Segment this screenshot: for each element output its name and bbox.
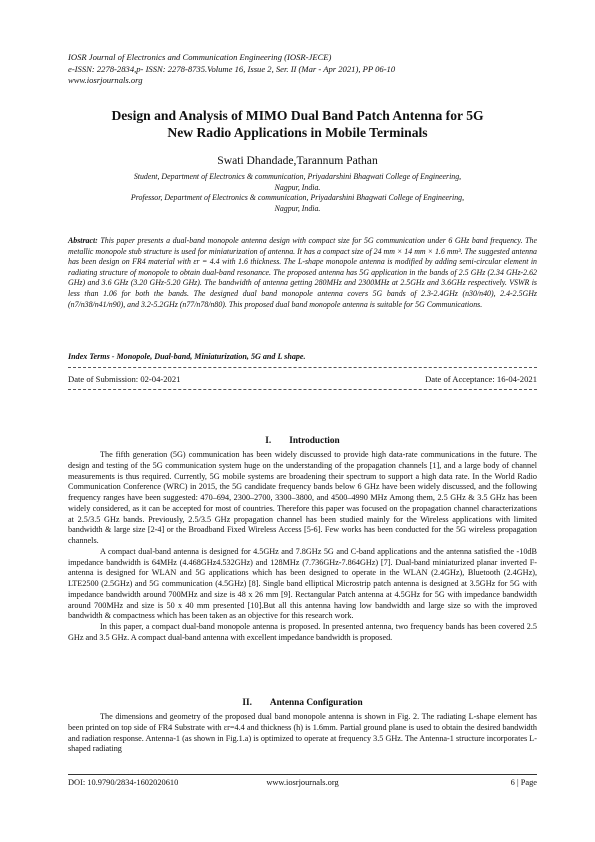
section-body-introduction — [68, 450, 537, 644]
submission-date: Date of Submission: 02-04-2021 — [68, 374, 181, 384]
paper-title-line-1: Design and Analysis of MIMO Dual Band Patch Antenna for 5G — [111, 108, 484, 123]
section-heading-introduction — [68, 436, 537, 446]
body-paragraph: The dimensions and geometry of the proposed dual band monopole antenna is shown in Fig. 2. The radiating L-shape element has been printed on top side of FR4 Substrate with εr=4.4 and thickness (h) is 1.6mm. Partial ground plane is used to obtain the desired bandwidth and radiation response. Antenna-1 (as shown in Fig.1.a) is optimized to operate at frequency 3.5 GHz. The Antenna-1 structure incorporates L-shaped radiating — [68, 712, 537, 754]
body-paragraph: The fifth generation (5G) communication has been widely discussed to provide high data-rate communications in the future. The design and testing of the 5G communication system huge on the understanding of the propagation channels [1], and a large body of channel measurements is thus required. Currently, 5G mobile systems are broadening their spectrum to support a high data rate. In the World Radio Communication Conference (WRC) in 2015, the 5G candidate frequency bands below 6 GHz have been widely discussed, and the following frequency ranges have been suggested: 470–694, 2300–2700, 3300–3800, and 4500–4990 MHz Among them, 2.5 GHz & 3.5 GHz has been widely considered, as it can be accepted for most of countries. Therefore this paper was focused on the propagation channel characterizations at 2.5/3.5 GHz bands. Previously, 2.5/3.5 GHz propagation channel has been studied mainly for the Wireless applications with limited bandwidth & large size [2-4] or the Broadband Fixed Wireless Access [5-6]. Few works has been conducted for the 5G wireless propagation channels. — [68, 450, 537, 545]
body-paragraph: A compact dual-band antenna is designed for 4.5GHz and 7.8GHz 5G and C-band applications and the antenna satisfied the -10dB impedance bandwidth is 64MHz (4.468GHz4.532GHz) and 128MHz (7.736GHz-7.864GHz) [7]. Dual-band miniaturized planar inverted F-antenna is designed for WLAN and 5G applications which has been designed to operate in the WLAN (2.4GHz), Bluetooth (2.4GHz), LTE2500 (2.5GHz) and 5G communication (4.5GHz) [8]. Single band elliptical Microstrip patch antenna is designed at 3.5GHz for 5G with impedance bandwidth around 700MHz and size is 48 x 26 mm [9]. Rectangular Patch antenna at 4.5GHz for 5G with impedance bandwidth around 700MHz and size is 50 x 40 mm presented [10].But all this antenna having low bandwidth and large size so with the improved bandwidth & compactness which has been taken as an objective for this research work. — [68, 546, 537, 621]
page-footer — [68, 774, 537, 787]
paper-authors: Swati Dhandade,Tarannum Pathan — [217, 154, 378, 167]
affiliation-line: Professor, Department of Electronics & communication, Priyadarshini Bhagwati College of Engineering, — [130, 193, 465, 203]
journal-site: www.iosrjournals.org — [68, 75, 143, 85]
affiliation-line: Nagpur, India. — [274, 203, 321, 213]
separator-rule — [68, 389, 537, 390]
section-number: I. — [265, 436, 272, 446]
author-affiliations — [80, 172, 515, 214]
journal-name: IOSR Journal of Electronics and Communication Engineering (IOSR-JECE) — [68, 52, 332, 62]
journal-issn: e-ISSN: 2278-2834,p- ISSN: 2278-8735.Volume 16, Issue 2, Ser. II (Mar - Apr 2021), PP 06-10 — [68, 63, 396, 74]
paper-title — [60, 107, 535, 141]
body-paragraph: In this paper, a compact dual-band monopole antenna is proposed. In presented antenna, two frequency bands has been covered 2.5 GHz and 3.5 GHz. A compact dual-band antenna with excellent impedance bandwidth is proposed. — [68, 622, 537, 642]
abstract — [68, 236, 537, 310]
acceptance-date: Date of Acceptance: 16-04-2021 — [425, 374, 537, 384]
abstract-label: Abstract: — [68, 236, 98, 245]
section-title: Introduction — [289, 436, 340, 446]
footer-site: www.iosrjournals.org — [266, 778, 339, 787]
abstract-text: This paper presents a dual-band monopole antenna design with compact size for 5G communication under 6 GHz band frequency. The metallic monopole stub structure is used for miniaturization of antenna. It has a compact size of 24 mm × 14 mm × 1.6 mm³. The suggested antenna has been design on FR4 material with εr = 4.4 with 1.6 thickness. The L-shape monopole antenna is modified by adding semi-circular element in radiating structure of monopole to obtain dual-band resonance. The proposed antenna has 5G application in the bands of 2.5 GHz (2.34 GHz-2.62 GHz) and 3.6 GHz (3.20 GHz-5.20 GHz). The bandwidth of antenna getting 280MHz and 2300MHz at 2.5GHz and 3.6GHz respectively. VSWR is less than 1.06 for both the bands. The designed dual band monopole antenna covers 5G bands of 2.3-2.4GHz (n30/n40), 2.4-2.5GHz (n7/n38/n41/n90), and 3.2-5.2GHz (n77/n78/n80). This proposed dual band monopole antenna is suitable for 5G Communications. — [68, 236, 537, 309]
footer-doi: DOI: 10.9790/2834-1602020610 — [68, 778, 179, 787]
section-body-antenna-configuration — [68, 712, 537, 755]
affiliation-line: Student, Department of Electronics & communication, Priyadarshini Bhagwati College of Engineering, — [133, 172, 462, 181]
paper-title-line-2: New Radio Applications in Mobile Terminals — [167, 125, 428, 140]
section-heading-antenna-configuration — [68, 698, 537, 708]
section-number: II. — [242, 698, 252, 708]
affiliation-line: Nagpur, India. — [274, 182, 321, 192]
journal-header — [68, 52, 538, 87]
section-title: Antenna Configuration — [269, 698, 363, 708]
separator-rule — [68, 367, 537, 368]
footer-page-number: 6 | Page — [510, 778, 537, 787]
index-terms: Index Terms - Monopole, Dual-band, Miniaturization, 5G and L shape. — [68, 352, 306, 361]
